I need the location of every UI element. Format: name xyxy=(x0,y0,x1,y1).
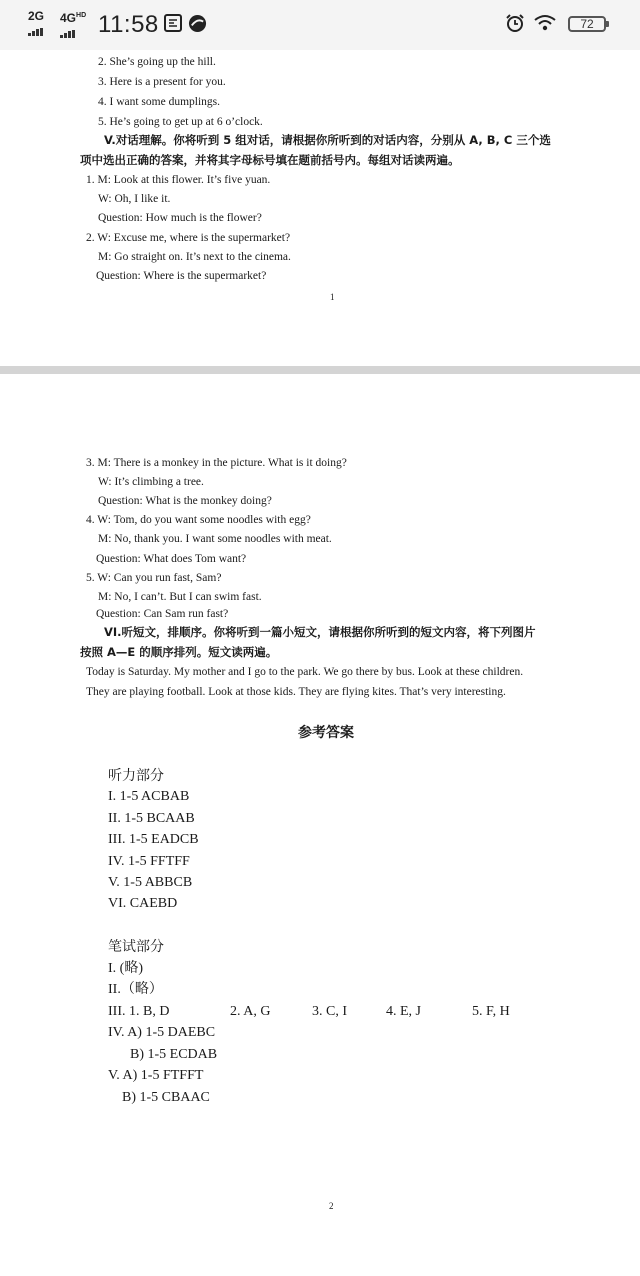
dialogue-2-line-1: 2. W: Excuse me, where is the supermarket? xyxy=(86,232,291,244)
dialogue-4-question: Question: What does Tom want? xyxy=(96,553,247,565)
hd-badge: HD xyxy=(76,12,87,19)
alarm-clock-icon xyxy=(505,13,525,33)
written-answer-ii: II.（略） xyxy=(108,982,163,997)
written-answer-iv-b: B) 1-5 ECDAB xyxy=(130,1047,218,1062)
listening-answer-iii: III. 1-5 EADCB xyxy=(108,832,199,847)
listening-answer-v: V. 1-5 ABBCB xyxy=(108,875,193,890)
signal-bars-icon xyxy=(28,24,44,32)
listening-item-3: 3. Here is a present for you. xyxy=(98,76,226,88)
battery-icon xyxy=(568,16,606,32)
dialogue-3-line-2: W: It’s climbing a tree. xyxy=(98,476,204,488)
listening-answer-iv: IV. 1-5 FFTFF xyxy=(108,854,190,869)
written-answer-v-a: V. A) 1-5 FTFFT xyxy=(108,1068,204,1083)
written-answer-iii-2: 2. A, G xyxy=(230,1004,271,1019)
section-v-instruction-line1: V.对话理解。你将听到 5 组对话，请根据你所听到的对话内容，分别从 A, B, C 三个选 xyxy=(104,133,551,147)
dialogue-5-question: Question: Can Sam run fast? xyxy=(96,608,229,620)
network-2g-label: 2G xyxy=(28,9,45,23)
battery-level: 72 xyxy=(580,17,594,31)
written-answer-iii-1: III. 1. B, D xyxy=(108,1004,170,1019)
page-number-2: 2 xyxy=(329,1201,334,1211)
written-answer-i: I. (略) xyxy=(108,961,143,976)
dialogue-4-line-1: 4. W: Tom, do you want some noodles with egg? xyxy=(86,514,311,526)
written-answer-iii-5: 5. F, H xyxy=(472,1004,510,1019)
written-answer-iii-3: 3. C, I xyxy=(312,1004,347,1019)
section-vi-instruction-line1: VI.听短文，排顺序。你将听到一篇小短文，请根据你所听到的短文内容，将下列图片 xyxy=(104,625,536,639)
dialogue-2-question: Question: Where is the supermarket? xyxy=(96,270,267,282)
written-heading: 笔试部分 xyxy=(108,939,164,955)
status-bar xyxy=(0,0,640,50)
listening-answer-vi: VI. CAEBD xyxy=(108,896,178,911)
listening-answer-ii: II. 1-5 BCAAB xyxy=(108,811,195,826)
listening-item-4: 4. I want some dumplings. xyxy=(98,96,221,108)
written-answer-iv-a: IV. A) 1-5 DAEBC xyxy=(108,1025,216,1040)
wifi-icon xyxy=(534,14,556,32)
written-answer-v-b: B) 1-5 CBAAC xyxy=(122,1090,210,1105)
dialogue-4-line-2: M: No, thank you. I want some noodles with meat. xyxy=(98,533,332,545)
network-4g-indicator xyxy=(60,10,86,34)
answers-title: 参考答案 xyxy=(298,725,354,741)
listening-item-2: 2. She’s going up the hill. xyxy=(98,56,216,68)
browser-notification-icon xyxy=(188,14,207,33)
section-vi-instruction-line2: 按照 A—E 的顺序排列。短文读两遍。 xyxy=(80,645,278,659)
page-divider xyxy=(0,366,640,374)
signal-bars-icon xyxy=(60,26,86,34)
dialogue-5-line-2: M: No, I can’t. But I can swim fast. xyxy=(98,591,262,603)
dialogue-3-line-1: 3. M: There is a monkey in the picture. What is it doing? xyxy=(86,457,347,469)
network-4g-label: 4G xyxy=(60,11,77,25)
page-number-1: 1 xyxy=(330,292,335,302)
dialogue-2-line-2: M: Go straight on. It’s next to the cinema. xyxy=(98,251,291,263)
clock-time: 11:58 xyxy=(98,11,159,38)
listening-heading: 听力部分 xyxy=(108,768,164,784)
dialogue-5-line-1: 5. W: Can you run fast, Sam? xyxy=(86,572,222,584)
dialogue-1-line-2: W: Oh, I like it. xyxy=(98,193,171,205)
dialogue-3-question: Question: What is the monkey doing? xyxy=(98,495,272,507)
dialogue-1-line-1: 1. M: Look at this flower. It’s five yuan. xyxy=(86,174,271,186)
listening-answer-i: I. 1-5 ACBAB xyxy=(108,789,190,804)
section-v-instruction-line2: 项中选出正确的答案，并将其字母标号填在题前括号内。每组对话读两遍。 xyxy=(80,153,460,167)
passage-line-1: Today is Saturday. My mother and I go to the park. We go there by bus. Look at these children. xyxy=(86,666,524,678)
network-2g-indicator xyxy=(28,10,44,32)
passage-line-2: They are playing football. Look at those kids. They are flying kites. That’s very interesting. xyxy=(86,686,506,698)
listening-item-5: 5. He’s going to get up at 6 o’clock. xyxy=(98,116,263,128)
written-answer-iii-4: 4. E, J xyxy=(386,1004,421,1019)
dialogue-1-question: Question: How much is the flower? xyxy=(98,212,262,224)
screenshot-notification-icon xyxy=(164,14,182,32)
